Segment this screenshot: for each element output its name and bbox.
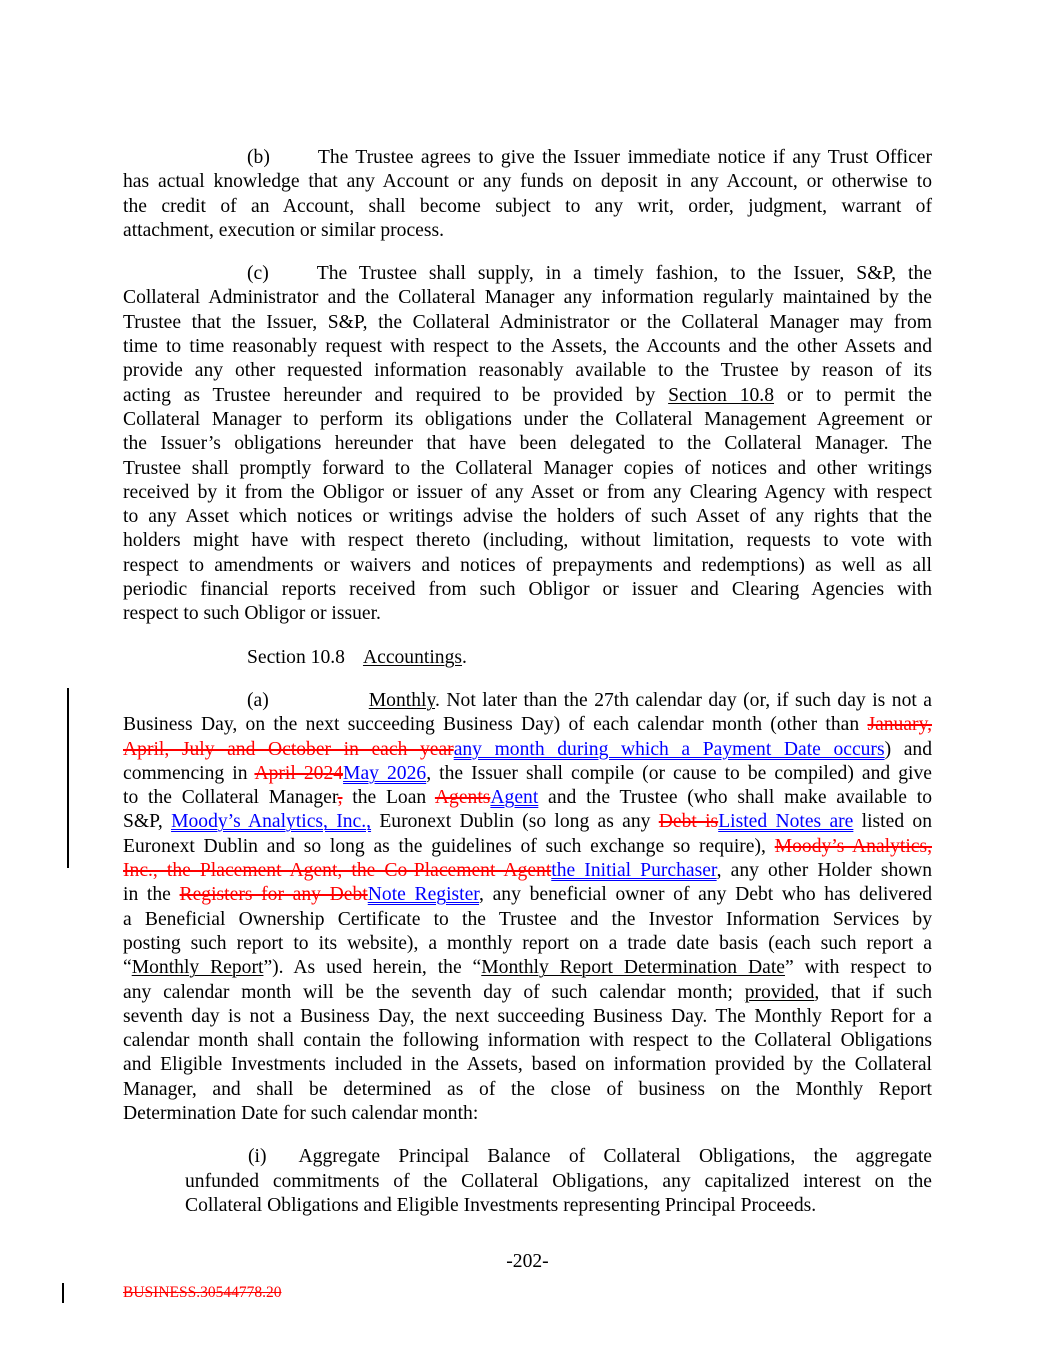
text-run: ” with respect to — [784, 957, 932, 979]
document-body — [123, 146, 932, 1218]
text-run: Manager, and shall be determined as of the close of business on the Monthly Report — [123, 1078, 932, 1100]
paragraph-c-line-8 — [123, 432, 932, 456]
paragraph-a-monthly-line-8 — [123, 859, 932, 883]
inserted-text: Note Register — [367, 884, 480, 906]
text-run: has actual knowledge that any Account or any funds on deposit in any Account, or otherwise to — [123, 171, 932, 193]
paragraph-a-monthly-line-16 — [123, 1053, 932, 1077]
text-run: time to time reasonably request with respect to the Assets, the Accounts and the other Assets and — [123, 336, 932, 358]
paragraph-a-monthly-line-2 — [123, 713, 932, 737]
deleted-text: Registers for any Debt — [179, 884, 368, 906]
paragraph-c — [123, 262, 932, 626]
text-run: acting as Trustee hereunder and required to be provided by — [123, 384, 669, 406]
section-heading-10-8-line-1 — [247, 646, 932, 670]
text-run: The Trustee agrees to give the Issuer immediate notice if any Trust Officer — [317, 147, 932, 168]
inserted-text: the Initial Purchaser — [551, 860, 717, 882]
underlined-term: Monthly — [368, 689, 435, 711]
text-run: Business Day, on the next succeeding Business Day) of each calendar month (other than — [123, 714, 868, 736]
text-run: any calendar month will be the seventh day of such calendar month; — [123, 981, 745, 1003]
inserted-text: any month during which a Payment Date occurs — [453, 738, 885, 760]
text-run: received by it from the Obligor or issuer of any Asset or from any Clearing Agency with respect — [123, 481, 932, 503]
paragraph-a-monthly-line-14 — [123, 1005, 932, 1029]
deleted-text: Inc., the Placement Agent, the Co-Placement Agent — [123, 860, 552, 882]
text-run: , any other Holder shown — [716, 860, 932, 882]
text-run: calendar month shall contain the following information with respect to the Collateral Obligations — [123, 1030, 932, 1052]
text-run: a Beneficial Ownership Certificate to the Trustee and the Investor Information Services by — [123, 908, 932, 930]
paragraph-a-monthly-line-5 — [123, 786, 932, 810]
text-run: to the Collateral Manager — [123, 787, 338, 809]
paragraph-c-line-10 — [123, 481, 932, 505]
text-run: , any beneficial owner of any Debt who has delivered — [479, 884, 933, 906]
paragraph-c-line-14 — [123, 578, 932, 602]
paragraph-c-line-13 — [123, 554, 932, 578]
text-run: “ — [123, 957, 132, 979]
paragraph-a-monthly-line-3 — [123, 738, 932, 762]
text-run: S&P, — [123, 811, 172, 833]
tab-spacer — [270, 162, 318, 163]
text-run: (b) — [247, 147, 270, 168]
text-run: or to permit the — [774, 384, 932, 406]
text-run: Euronext Dublin and so long as the guidelines of such exchange so require), — [123, 835, 775, 857]
underlined-term: Monthly Report Determination Date — [481, 957, 785, 979]
paragraph-a-monthly-line-7 — [123, 835, 932, 859]
paragraph-c-line-5 — [123, 359, 932, 383]
paragraph-c-line-1 — [123, 262, 932, 286]
text-run: . — [462, 646, 467, 668]
paragraph-c-line-15 — [123, 602, 932, 626]
text-run: Collateral Administrator and the Collateral Manager any information regularly maintained by the — [123, 287, 932, 309]
paragraph-a-monthly-line-9 — [123, 883, 932, 907]
paragraph-b-line-2 — [123, 170, 932, 194]
tab-spacer — [269, 278, 317, 279]
text-run: Trustee that the Issuer, S&P, the Collateral Administrator or the Collateral Manager may from — [123, 311, 932, 333]
paragraph-c-line-4 — [123, 335, 932, 359]
underlined-term: Accountings — [362, 646, 463, 668]
text-run: seventh day is not a Business Day, the next succeeding Business Day. The Monthly Report for a — [123, 1005, 932, 1027]
paragraph-a-monthly-line-6 — [123, 810, 932, 834]
text-run: respect to such Obligor or issuer. — [123, 603, 381, 625]
text-run: to any Asset which notices or writings advise the holders of such Asset of any rights that the — [123, 506, 932, 528]
paragraph-b-line-4 — [123, 219, 932, 243]
text-run: Euronext Dublin (so long as any — [371, 811, 659, 833]
text-run: and Eligible Investments included in the Assets, based on information provided by the Collateral — [123, 1054, 932, 1076]
text-run: . Not later than the 27th calendar day (or, if such day is not a — [434, 689, 932, 711]
inserted-text: Agent — [490, 787, 539, 809]
inserted-text: Moody’s Analytics, Inc., — [171, 811, 372, 833]
paragraph-a-monthly — [123, 689, 932, 1126]
paragraph-b — [123, 146, 932, 243]
text-run: Trustee shall promptly forward to the Collateral Manager copies of notices and other writings — [123, 457, 932, 479]
tab-spacer — [269, 705, 369, 706]
text-run: listed on — [853, 811, 932, 833]
paragraph-a-monthly-line-13 — [123, 981, 932, 1005]
text-run: Collateral Obligations and Eligible Investments representing Principal Proceeds. — [185, 1194, 817, 1216]
deleted-text: , — [337, 787, 343, 809]
text-run: commencing in — [123, 762, 255, 784]
text-run: Aggregate Principal Balance of Collateral Obligations, the aggregate — [298, 1146, 932, 1168]
paragraph-c-line-11 — [123, 505, 932, 529]
item-i — [185, 1145, 932, 1218]
deleted-text: Debt is — [658, 811, 719, 833]
paragraph-c-line-9 — [123, 457, 932, 481]
text-run: the Issuer’s obligations hereunder that have been delegated to the Collateral Manager. The — [123, 433, 932, 455]
item-i-line-3 — [185, 1194, 932, 1218]
section-heading-10-8 — [247, 646, 932, 670]
paragraph-a-monthly-line-12 — [123, 956, 932, 980]
text-run: , the Issuer shall compile (or cause to be compiled) and give — [426, 762, 932, 784]
text-run: periodic financial reports received from such Obligor or issuer and Clearing Agencies with — [123, 579, 932, 601]
text-run: (c) — [247, 263, 269, 285]
underlined-term: provided — [744, 981, 815, 1003]
paragraph-c-line-2 — [123, 286, 932, 310]
paragraph-c-line-7 — [123, 408, 932, 432]
paragraph-a-monthly-line-18 — [123, 1102, 932, 1126]
item-i-line-1 — [185, 1145, 932, 1169]
text-run: and the Trustee (who shall make available to — [538, 787, 932, 809]
deleted-text: Agents — [434, 787, 491, 809]
inserted-text: Listed Notes are — [718, 811, 854, 833]
text-run: respect to amendments or waivers and notices of prepayments and redemptions) as well as all — [123, 554, 932, 576]
text-run: Determination Date for such calendar month: — [123, 1102, 479, 1124]
paragraph-a-monthly-line-15 — [123, 1029, 932, 1053]
paragraph-c-line-12 — [123, 529, 932, 553]
footer-document-id: BUSINESS.30544778.20 — [123, 1284, 282, 1301]
paragraph-a-monthly-line-17 — [123, 1078, 932, 1102]
paragraph-c-line-6 — [123, 384, 932, 408]
text-run: the Loan — [342, 787, 435, 809]
text-run: The Trustee shall supply, in a timely fashion, to the Issuer, S&P, the — [316, 263, 932, 285]
underlined-term: Section 10.8 — [668, 384, 775, 406]
item-i-line-2 — [185, 1170, 932, 1194]
paragraph-b-line-3 — [123, 195, 932, 219]
tab-spacer — [267, 1161, 299, 1162]
inserted-text: May 2026 — [343, 762, 427, 784]
deleted-text: April 2024 — [254, 762, 344, 784]
text-run: ”). As used herein, the “ — [263, 957, 482, 979]
text-run: (a) — [247, 689, 269, 711]
text-run: attachment, execution or similar process. — [123, 219, 445, 241]
text-run: Collateral Manager to perform its obligations under the Collateral Management Agreement or — [123, 408, 932, 430]
change-bar-footer — [62, 1283, 64, 1303]
text-run: holders might have with respect thereto (including, without limitation, requests to vote with — [123, 530, 932, 552]
tab-spacer — [345, 662, 363, 663]
text-run: (i) — [248, 1146, 267, 1168]
text-run: posting such report to its website), a monthly report on a trade date basis (each such report a — [123, 932, 932, 954]
text-run: Section 10.8 — [247, 646, 345, 668]
paragraph-a-monthly-line-1 — [123, 689, 932, 713]
paragraph-a-monthly-line-10 — [123, 908, 932, 932]
paragraph-a-monthly-line-11 — [123, 932, 932, 956]
paragraph-b-line-1 — [123, 146, 932, 170]
text-run: the credit of an Account, shall become subject to any writ, order, judgment, warrant of — [123, 195, 932, 217]
text-run: , that if such — [814, 981, 932, 1003]
underlined-term: Monthly Report — [131, 957, 264, 979]
deleted-text: Moody’s Analytics, — [774, 835, 932, 857]
text-run: provide any other requested information reasonably available to the Trustee by reason of its — [123, 360, 932, 382]
change-bar-main — [67, 688, 69, 868]
text-run: unfunded commitments of the Collateral Obligations, any capitalized interest on the — [185, 1170, 932, 1192]
text-run: in the — [123, 884, 180, 906]
text-run: ) and — [884, 738, 932, 760]
deleted-text: April, July and October in each year — [123, 738, 454, 760]
page-number: -202- — [506, 1251, 549, 1272]
paragraph-c-line-3 — [123, 311, 932, 335]
paragraph-a-monthly-line-4 — [123, 762, 932, 786]
deleted-text: January, — [867, 714, 932, 736]
